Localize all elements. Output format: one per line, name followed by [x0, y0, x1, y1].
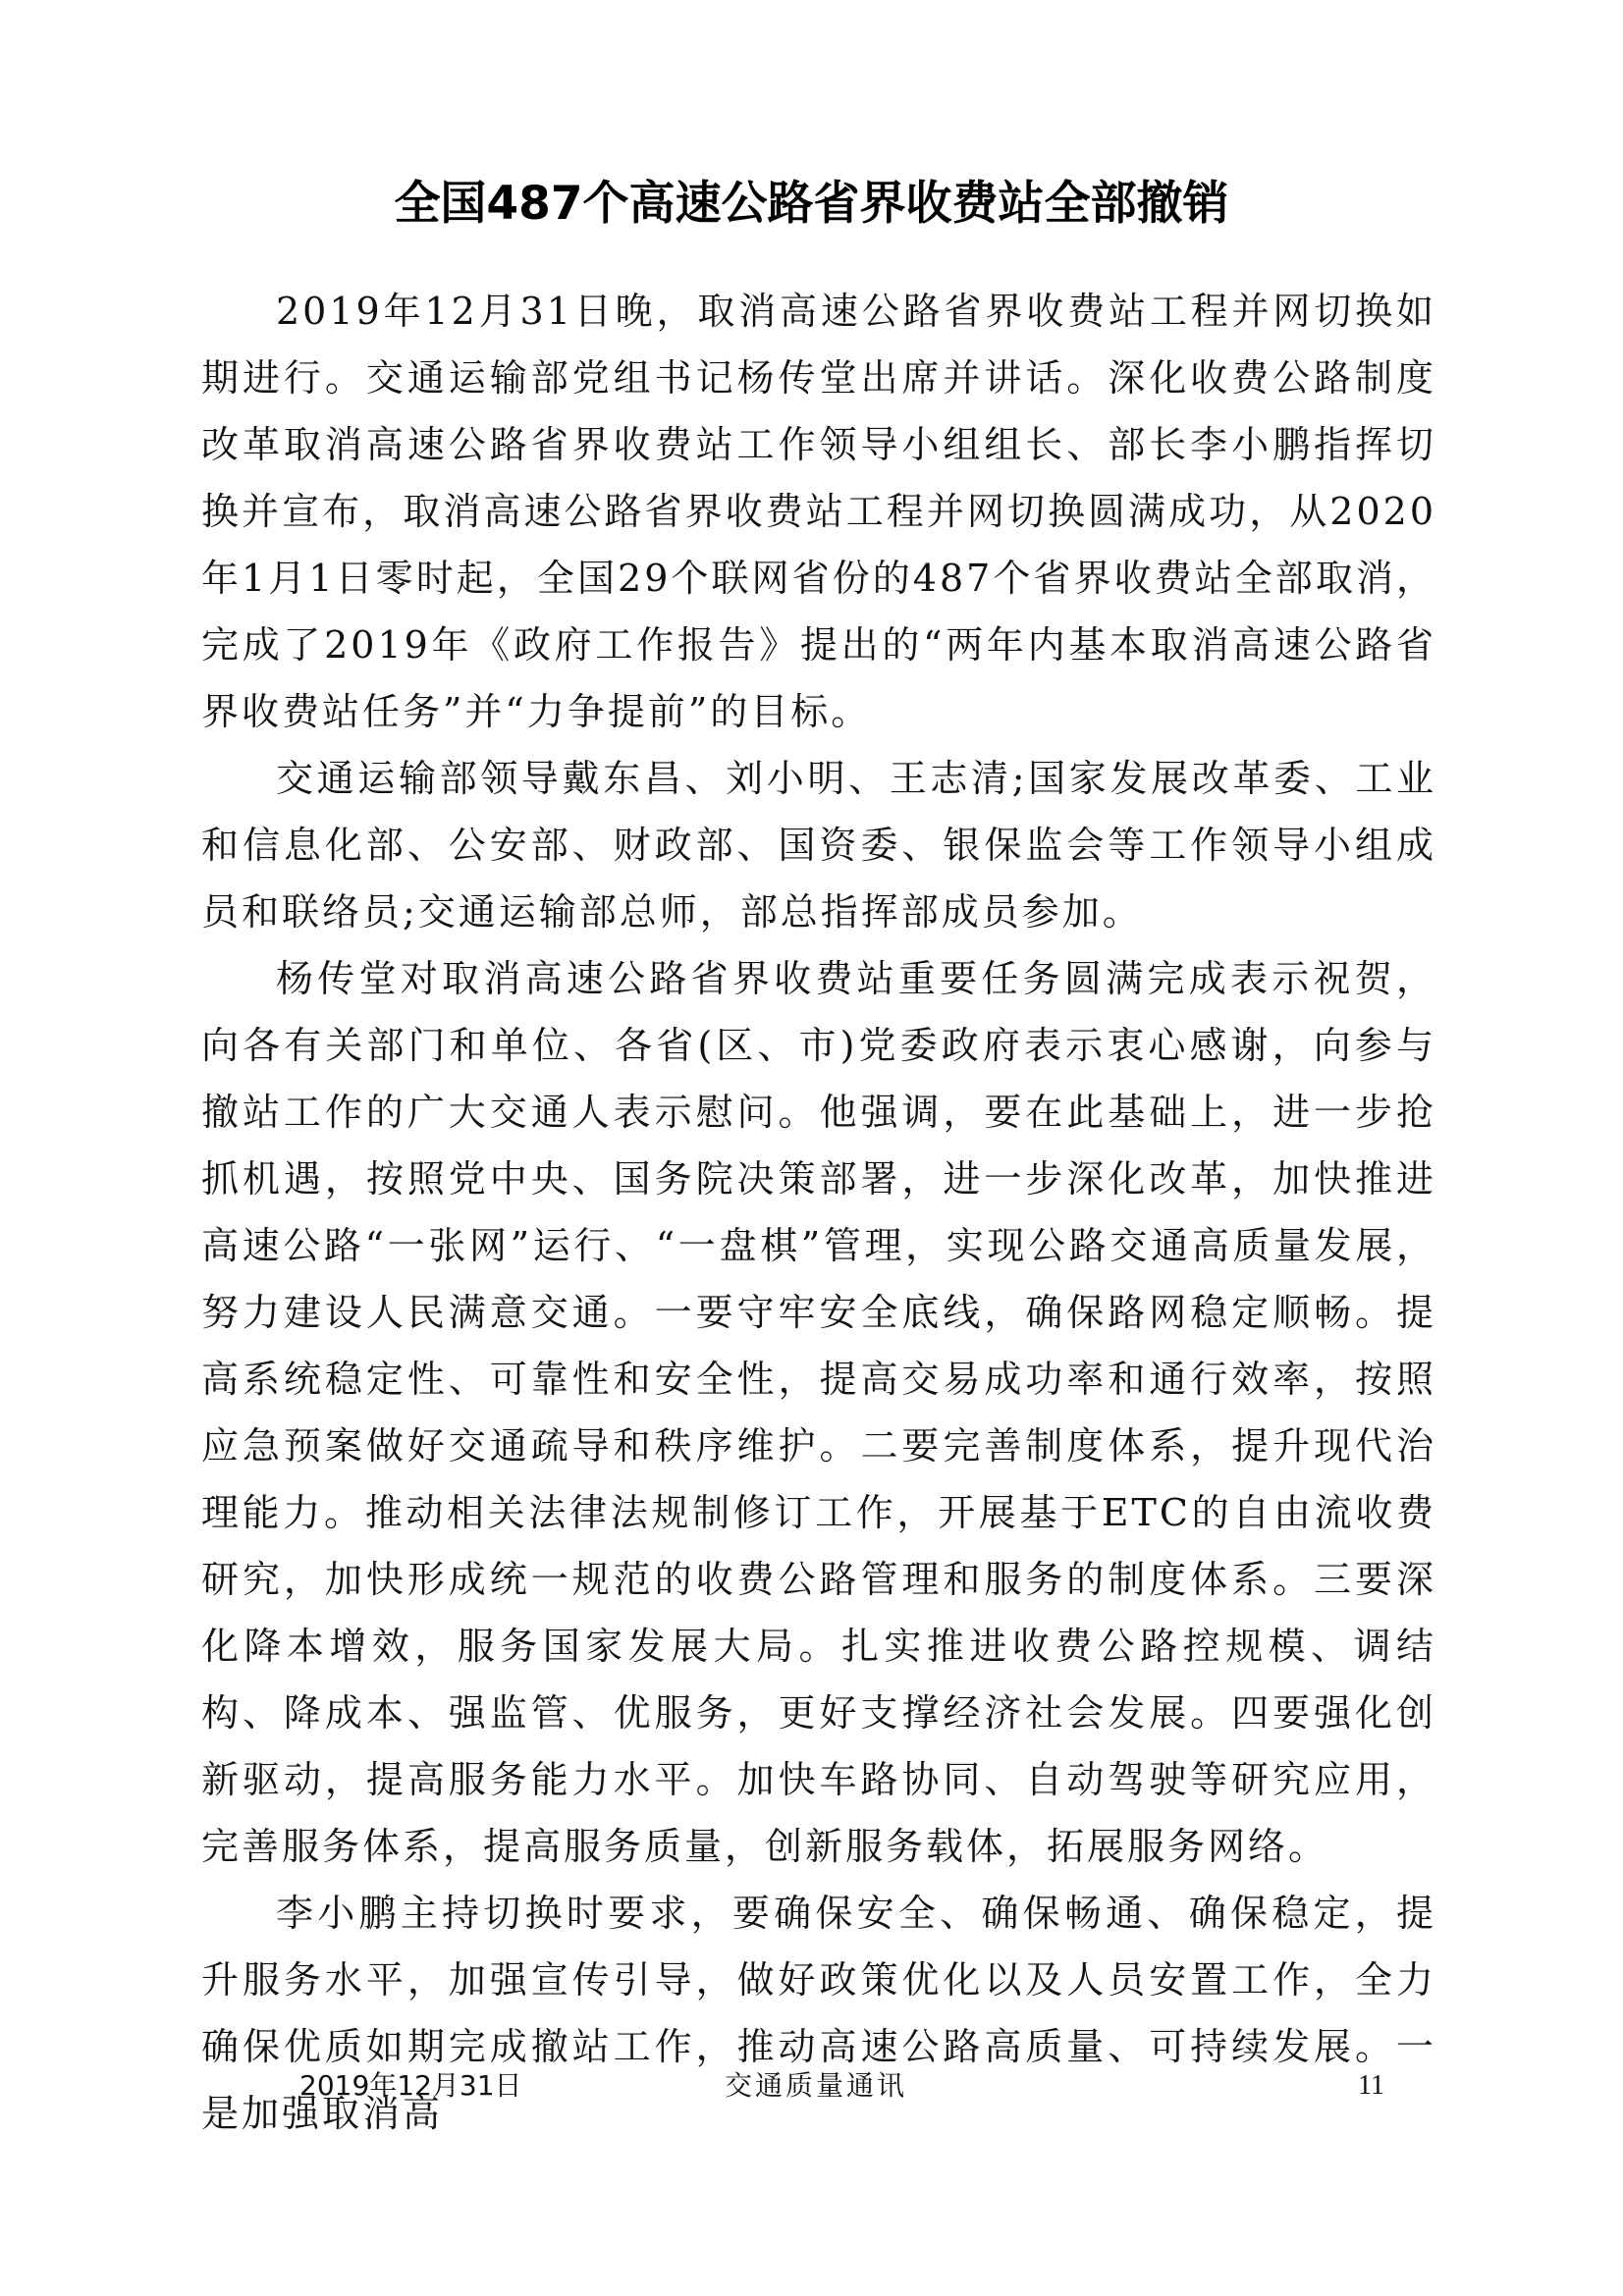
footer-page-number: 11 — [1358, 2070, 1384, 2101]
paragraph-3: 杨传堂对取消高速公路省界收费站重要任务圆满完成表示祝贺，向各有关部门和单位、各省(区、市)党委政府表示衷心感谢，向参与撤站工作的广大交通人表示慰问。他强调，要在此基础上，进一步抢抓机遇，按照党中央、国务院决策部署，进一步深化改革，加快推进高速公路“一张网”运行、“一盘棋”管理，实现公路交通高质量发展，努力建设人民满意交通。一要守牢安全底线，确保路网稳定顺畅。提高系统稳定性、可靠性和安全性，提高交易成功率和通行效率，按照应急预案做好交通疏导和秩序维护。二要完善制度体系，提升现代治理能力。推动相关法律法规制修订工作，开展基于ETC的自由流收费研究，加快形成统一规范的收费公路管理和服务的制度体系。三要深化降本增效，服务国家发展大局。扎实推进收费公路控规模、调结构、降成本、强监管、优服务，更好支撑经济社会发展。四要强化创新驱动，提高服务能力水平。加快车路协同、自动驾驶等研究应用，完善服务体系，提高服务质量，创新服务载体，拓展服务网络。 — [201, 957, 1436, 1868]
page-footer — [0, 2066, 1623, 2106]
paragraph-1: 2019年12月31日晚，取消高速公路省界收费站工程并网切换如期进行。交通运输部党组书记杨传堂出席并讲话。深化收费公路制度改革取消高速公路省界收费站工作领导小组组长、部长李小鹏指挥切换并宣布，取消高速公路省界收费站工程并网切换圆满成功，从2020年1月1日零时起，全国29个联网省份的487个省界收费站全部取消，完成了2019年《政府工作报告》提出的“两年内基本取消高速公路省界收费站任务”并“力争提前”的目标。 — [201, 290, 1436, 733]
paragraph-4: 李小鹏主持切换时要求，要确保安全、确保畅通、确保稳定，提升服务水平，加强宣传引导，做好政策优化以及人员安置工作，全力确保优质如期完成撤站工作，推动高速公路高质量、可持续发展。一是加强取消高 — [201, 1892, 1436, 2135]
article-body — [201, 278, 1436, 2147]
paragraph-2: 交通运输部领导戴东昌、刘小明、王志清;国家发展改革委、工业和信息化部、公安部、财政部、国资委、银保监会等工作领导小组成员和联络员;交通运输部总师，部总指挥部成员参加。 — [201, 757, 1436, 934]
footer-journal-name: 交通质量通讯 — [725, 2069, 908, 2102]
article-title: 全国487个高速公路省界收费站全部撤销 — [394, 177, 1229, 231]
footer-date: 2019年12月31日 — [299, 2069, 522, 2102]
